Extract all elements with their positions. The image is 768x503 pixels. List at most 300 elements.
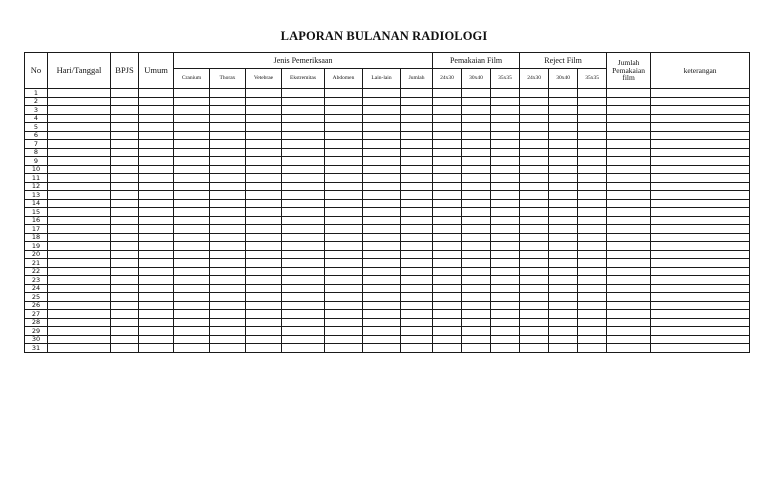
table-cell[interactable] [282,259,325,268]
table-cell[interactable] [491,267,520,276]
table-cell[interactable] [651,123,750,132]
table-cell[interactable] [325,106,363,115]
table-cell[interactable] [401,140,433,149]
table-cell[interactable] [48,225,111,234]
table-cell[interactable] [246,276,282,285]
table-cell[interactable] [174,165,210,174]
table-cell[interactable] [48,106,111,115]
table-cell[interactable] [491,318,520,327]
table-cell[interactable] [401,310,433,319]
table-cell[interactable] [607,123,651,132]
table-cell[interactable] [174,199,210,208]
table-cell[interactable] [520,148,549,157]
table-cell[interactable] [401,293,433,302]
table-cell[interactable] [462,191,491,200]
table-cell[interactable] [325,267,363,276]
table-cell[interactable] [111,267,139,276]
table-cell[interactable] [433,199,462,208]
table-cell[interactable] [607,225,651,234]
table-cell[interactable] [401,242,433,251]
table-cell[interactable] [48,293,111,302]
table-cell[interactable] [246,174,282,183]
table-cell[interactable] [363,293,401,302]
table-cell[interactable] [246,216,282,225]
table-cell[interactable] [210,242,246,251]
table-cell[interactable] [363,259,401,268]
table-cell[interactable] [111,344,139,353]
table-cell[interactable] [174,114,210,123]
table-cell[interactable] [139,216,174,225]
table-cell[interactable] [549,233,578,242]
table-cell[interactable] [401,191,433,200]
table-cell[interactable] [607,318,651,327]
table-cell[interactable] [491,293,520,302]
table-cell[interactable] [174,250,210,259]
table-cell[interactable] [363,106,401,115]
table-cell[interactable] [607,106,651,115]
table-cell[interactable] [210,293,246,302]
table-cell[interactable] [462,114,491,123]
table-cell[interactable] [111,318,139,327]
table-cell[interactable] [111,301,139,310]
table-cell[interactable] [363,233,401,242]
table-cell[interactable] [520,242,549,251]
table-cell[interactable] [651,284,750,293]
table-cell[interactable] [578,318,607,327]
table-cell[interactable] [282,233,325,242]
table-cell[interactable] [651,89,750,98]
table-cell[interactable] [462,216,491,225]
table-cell[interactable] [607,114,651,123]
table-cell[interactable] [401,89,433,98]
table-cell[interactable] [462,267,491,276]
table-cell[interactable] [111,225,139,234]
table-cell[interactable] [491,310,520,319]
table-cell[interactable] [433,89,462,98]
table-cell[interactable] [433,301,462,310]
table-cell[interactable] [401,259,433,268]
table-cell[interactable] [246,89,282,98]
table-cell[interactable] [520,157,549,166]
table-cell[interactable] [48,165,111,174]
table-cell[interactable] [325,344,363,353]
table-cell[interactable] [210,216,246,225]
table-cell[interactable] [578,216,607,225]
table-cell[interactable] [363,123,401,132]
table-cell[interactable] [282,97,325,106]
table-cell[interactable] [210,327,246,336]
table-cell[interactable] [607,233,651,242]
table-cell[interactable] [174,259,210,268]
table-cell[interactable] [210,97,246,106]
table-cell[interactable] [433,114,462,123]
table-cell[interactable] [433,131,462,140]
table-cell[interactable] [578,106,607,115]
table-cell[interactable] [607,276,651,285]
table-cell[interactable] [325,199,363,208]
table-cell[interactable] [111,327,139,336]
table-cell[interactable] [491,216,520,225]
table-cell[interactable] [282,157,325,166]
table-cell[interactable] [651,301,750,310]
table-cell[interactable] [174,148,210,157]
table-cell[interactable] [282,267,325,276]
table-cell[interactable] [578,182,607,191]
table-cell[interactable] [210,182,246,191]
table-cell[interactable] [48,182,111,191]
table-cell[interactable] [578,148,607,157]
table-cell[interactable] [282,123,325,132]
table-cell[interactable] [491,174,520,183]
table-cell[interactable] [651,106,750,115]
table-cell[interactable] [401,182,433,191]
table-cell[interactable] [246,157,282,166]
table-cell[interactable] [246,148,282,157]
table-cell[interactable] [363,157,401,166]
table-cell[interactable] [462,233,491,242]
table-cell[interactable] [520,106,549,115]
table-cell[interactable] [174,344,210,353]
table-cell[interactable] [651,148,750,157]
table-cell[interactable] [578,191,607,200]
table-cell[interactable] [48,301,111,310]
table-cell[interactable] [363,335,401,344]
table-cell[interactable] [111,293,139,302]
table-cell[interactable] [651,318,750,327]
table-cell[interactable] [246,233,282,242]
table-cell[interactable] [549,293,578,302]
table-cell[interactable] [433,106,462,115]
table-cell[interactable] [651,97,750,106]
table-cell[interactable] [607,165,651,174]
table-cell[interactable] [139,191,174,200]
table-cell[interactable] [174,310,210,319]
table-cell[interactable] [282,191,325,200]
table-cell[interactable] [139,174,174,183]
table-cell[interactable] [174,123,210,132]
table-cell[interactable] [48,310,111,319]
table-cell[interactable] [363,199,401,208]
table-cell[interactable] [282,301,325,310]
table-cell[interactable] [246,182,282,191]
table-cell[interactable] [246,114,282,123]
table-cell[interactable] [282,344,325,353]
table-cell[interactable] [325,327,363,336]
table-cell[interactable] [282,276,325,285]
table-cell[interactable] [549,310,578,319]
table-cell[interactable] [48,233,111,242]
table-cell[interactable] [433,344,462,353]
table-cell[interactable] [282,182,325,191]
table-cell[interactable] [363,140,401,149]
table-cell[interactable] [401,174,433,183]
table-cell[interactable] [48,284,111,293]
table-cell[interactable] [578,344,607,353]
table-cell[interactable] [520,344,549,353]
table-cell[interactable] [491,259,520,268]
table-cell[interactable] [246,106,282,115]
table-cell[interactable] [210,284,246,293]
table-cell[interactable] [520,310,549,319]
table-cell[interactable] [48,97,111,106]
table-cell[interactable] [462,225,491,234]
table-cell[interactable] [401,250,433,259]
table-cell[interactable] [520,327,549,336]
table-cell[interactable] [363,89,401,98]
table-cell[interactable] [578,157,607,166]
table-cell[interactable] [363,242,401,251]
table-cell[interactable] [607,242,651,251]
table-cell[interactable] [491,182,520,191]
table-cell[interactable] [462,284,491,293]
table-cell[interactable] [111,114,139,123]
table-cell[interactable] [549,284,578,293]
table-cell[interactable] [491,242,520,251]
table-cell[interactable] [210,140,246,149]
table-cell[interactable] [111,97,139,106]
table-cell[interactable] [549,106,578,115]
table-cell[interactable] [246,301,282,310]
table-cell[interactable] [48,267,111,276]
table-cell[interactable] [549,344,578,353]
table-cell[interactable] [282,131,325,140]
table-cell[interactable] [433,242,462,251]
table-cell[interactable] [462,242,491,251]
table-cell[interactable] [491,208,520,217]
table-cell[interactable] [174,242,210,251]
table-cell[interactable] [48,344,111,353]
table-cell[interactable] [607,97,651,106]
table-cell[interactable] [549,327,578,336]
table-cell[interactable] [491,301,520,310]
table-cell[interactable] [462,106,491,115]
table-cell[interactable] [433,276,462,285]
table-cell[interactable] [325,216,363,225]
table-cell[interactable] [174,131,210,140]
table-cell[interactable] [282,148,325,157]
table-cell[interactable] [282,250,325,259]
table-cell[interactable] [578,97,607,106]
table-cell[interactable] [246,225,282,234]
table-cell[interactable] [651,233,750,242]
table-cell[interactable] [491,131,520,140]
table-cell[interactable] [246,242,282,251]
table-cell[interactable] [111,157,139,166]
table-cell[interactable] [139,233,174,242]
table-cell[interactable] [651,225,750,234]
table-cell[interactable] [578,335,607,344]
table-cell[interactable] [401,344,433,353]
table-cell[interactable] [651,191,750,200]
table-cell[interactable] [210,267,246,276]
table-cell[interactable] [549,97,578,106]
table-cell[interactable] [363,148,401,157]
table-cell[interactable] [139,131,174,140]
table-cell[interactable] [48,174,111,183]
table-cell[interactable] [520,293,549,302]
table-cell[interactable] [578,250,607,259]
table-cell[interactable] [462,148,491,157]
table-cell[interactable] [139,250,174,259]
table-cell[interactable] [363,114,401,123]
table-cell[interactable] [363,216,401,225]
table-cell[interactable] [325,310,363,319]
table-cell[interactable] [651,208,750,217]
table-cell[interactable] [462,344,491,353]
table-cell[interactable] [491,327,520,336]
table-cell[interactable] [549,191,578,200]
table-cell[interactable] [401,131,433,140]
table-cell[interactable] [549,242,578,251]
table-cell[interactable] [363,97,401,106]
table-cell[interactable] [174,216,210,225]
table-cell[interactable] [282,106,325,115]
table-cell[interactable] [363,182,401,191]
table-cell[interactable] [433,310,462,319]
table-cell[interactable] [651,335,750,344]
table-cell[interactable] [363,267,401,276]
table-cell[interactable] [246,259,282,268]
table-cell[interactable] [549,157,578,166]
table-cell[interactable] [363,174,401,183]
table-cell[interactable] [48,318,111,327]
table-cell[interactable] [139,276,174,285]
table-cell[interactable] [578,123,607,132]
table-cell[interactable] [111,148,139,157]
table-cell[interactable] [246,140,282,149]
table-cell[interactable] [48,276,111,285]
table-cell[interactable] [210,335,246,344]
table-cell[interactable] [549,114,578,123]
table-cell[interactable] [549,301,578,310]
table-cell[interactable] [520,89,549,98]
table-cell[interactable] [174,233,210,242]
table-cell[interactable] [607,157,651,166]
table-cell[interactable] [48,157,111,166]
table-cell[interactable] [491,114,520,123]
table-cell[interactable] [401,157,433,166]
table-cell[interactable] [651,216,750,225]
table-cell[interactable] [520,267,549,276]
table-cell[interactable] [433,174,462,183]
table-cell[interactable] [139,301,174,310]
table-cell[interactable] [491,157,520,166]
table-cell[interactable] [174,335,210,344]
table-cell[interactable] [433,216,462,225]
table-cell[interactable] [549,208,578,217]
table-cell[interactable] [491,344,520,353]
table-cell[interactable] [48,148,111,157]
table-cell[interactable] [210,276,246,285]
table-cell[interactable] [462,335,491,344]
table-cell[interactable] [578,165,607,174]
table-cell[interactable] [491,335,520,344]
table-cell[interactable] [48,335,111,344]
table-cell[interactable] [363,327,401,336]
table-cell[interactable] [607,208,651,217]
table-cell[interactable] [520,97,549,106]
table-cell[interactable] [210,225,246,234]
table-cell[interactable] [111,250,139,259]
table-cell[interactable] [578,225,607,234]
table-cell[interactable] [520,335,549,344]
table-cell[interactable] [433,327,462,336]
table-cell[interactable] [462,293,491,302]
table-cell[interactable] [433,123,462,132]
table-cell[interactable] [210,318,246,327]
table-cell[interactable] [401,233,433,242]
table-cell[interactable] [651,182,750,191]
table-cell[interactable] [139,140,174,149]
table-cell[interactable] [549,267,578,276]
table-cell[interactable] [401,216,433,225]
table-cell[interactable] [401,284,433,293]
table-cell[interactable] [325,182,363,191]
table-cell[interactable] [462,259,491,268]
table-cell[interactable] [607,174,651,183]
table-cell[interactable] [174,182,210,191]
table-cell[interactable] [401,335,433,344]
table-cell[interactable] [433,267,462,276]
table-cell[interactable] [282,293,325,302]
table-cell[interactable] [491,106,520,115]
table-cell[interactable] [210,131,246,140]
table-cell[interactable] [282,318,325,327]
table-cell[interactable] [491,276,520,285]
table-cell[interactable] [363,284,401,293]
table-cell[interactable] [246,208,282,217]
table-cell[interactable] [210,344,246,353]
table-cell[interactable] [246,131,282,140]
table-cell[interactable] [325,89,363,98]
table-cell[interactable] [174,89,210,98]
table-cell[interactable] [651,174,750,183]
table-cell[interactable] [48,216,111,225]
table-cell[interactable] [363,318,401,327]
table-cell[interactable] [433,233,462,242]
table-cell[interactable] [363,225,401,234]
table-cell[interactable] [48,327,111,336]
table-cell[interactable] [607,335,651,344]
table-cell[interactable] [462,208,491,217]
table-cell[interactable] [433,182,462,191]
table-cell[interactable] [491,97,520,106]
table-cell[interactable] [651,259,750,268]
table-cell[interactable] [210,301,246,310]
table-cell[interactable] [282,165,325,174]
table-cell[interactable] [282,327,325,336]
table-cell[interactable] [520,284,549,293]
table-cell[interactable] [210,157,246,166]
table-cell[interactable] [462,165,491,174]
table-cell[interactable] [520,140,549,149]
table-cell[interactable] [578,89,607,98]
table-cell[interactable] [578,199,607,208]
table-cell[interactable] [363,208,401,217]
table-cell[interactable] [174,191,210,200]
table-cell[interactable] [578,131,607,140]
table-cell[interactable] [325,293,363,302]
table-cell[interactable] [401,114,433,123]
table-cell[interactable] [401,208,433,217]
table-cell[interactable] [549,174,578,183]
table-cell[interactable] [111,174,139,183]
table-cell[interactable] [651,242,750,251]
table-cell[interactable] [520,191,549,200]
table-cell[interactable] [139,208,174,217]
table-cell[interactable] [578,293,607,302]
table-cell[interactable] [174,267,210,276]
